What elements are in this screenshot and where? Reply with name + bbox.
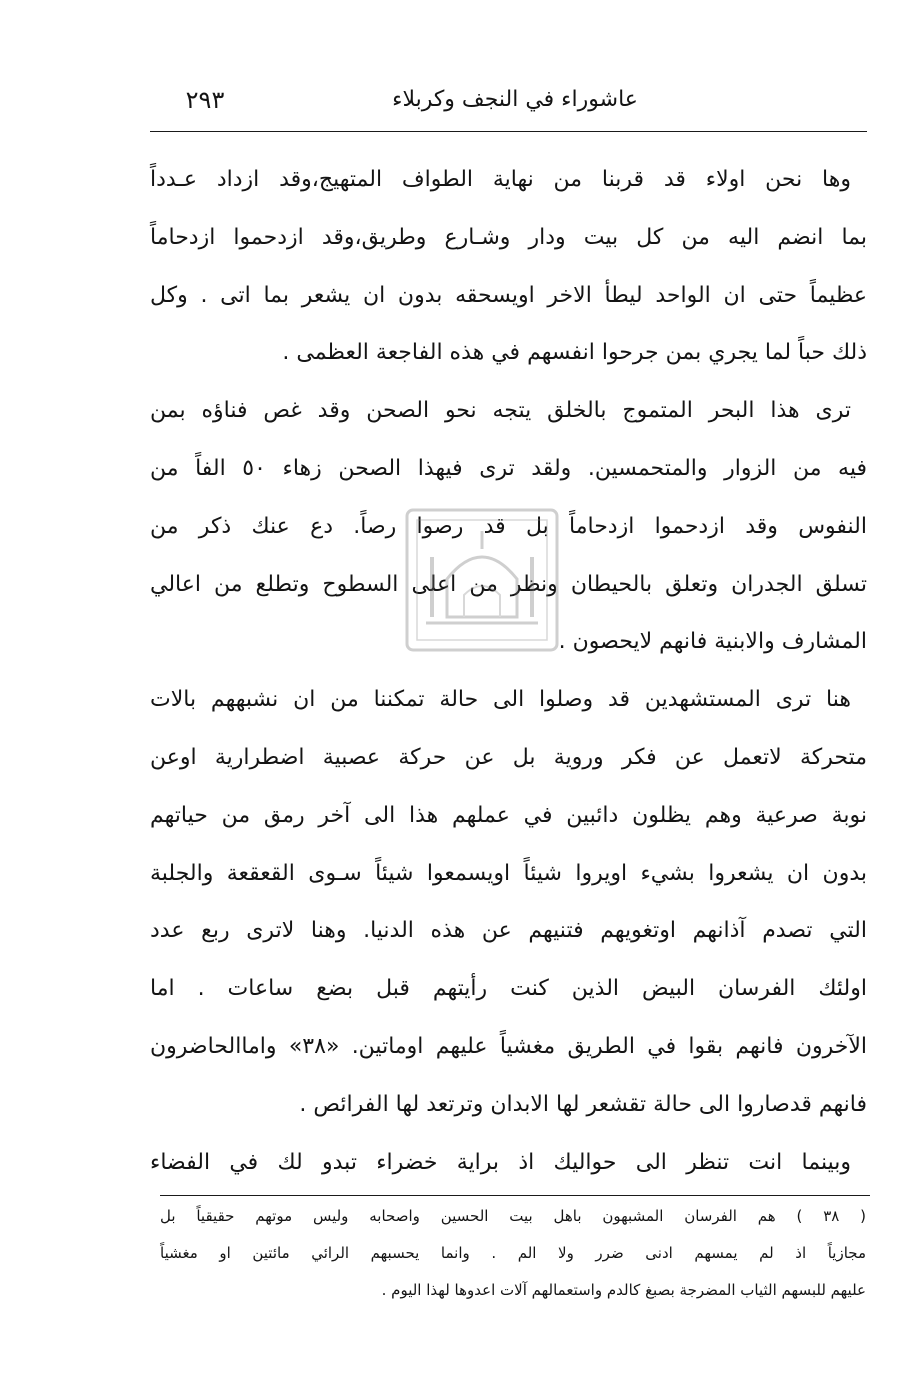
body-line: وبينما انت تنظر الى حواليك اذ براية خضراء تبدو لك في الفضاء <box>150 1149 851 1175</box>
running-header-title: عاشوراء في النجف وكربلاء <box>392 87 638 112</box>
body-text <box>150 151 867 1191</box>
body-line: عظيماً حتى ان الواحد ليطأ الاخر اويسحقه بدون ان يشعر بما اتى . وكل <box>150 282 867 308</box>
body-line: المشارف والابنية فانهم لايحصون . <box>558 629 867 655</box>
paragraph <box>150 151 867 382</box>
body-line: فيه من الزوار والمتحمسين. ولقد ترى فيهذا الصحن زهاء ٥٠ الفاً من <box>150 455 867 481</box>
body-line: النفوس وقد ازدحموا ازدحاماً بل قد رصوا رصاً. دع عنك ذكر من <box>150 513 867 539</box>
page-number: ٢٩٣ <box>185 86 225 114</box>
body-line: نوبة صرعية وهم يظلون دائبين في عملهم هذا الى آخر رمق من حياتهم <box>150 802 867 828</box>
paragraph <box>150 671 867 1133</box>
body-line: بما انضم اليه من كل بيت ودار وشـارع وطريق،وقد ازدحموا ازدحاماً <box>150 224 867 250</box>
body-line: وها نحن اولاء قد قربنا من نهاية الطواف المتهيج،وقد ازداد عـدداً <box>150 167 851 192</box>
body-line: هنا ترى المستشهدين قد وصلوا الى حالة تمكننا من ان نشبههم بالات <box>150 687 851 713</box>
header-rule <box>150 131 867 132</box>
body-line: تسلق الجدران وتعلق بالحيطان ونظر من اعلى السطوح وتطلع من اعالي <box>150 571 867 597</box>
paragraph <box>150 382 867 671</box>
body-line: الآخرون فانهم بقوا في الطريق مغشياً عليهم اوماتين. «٣٨» واماالحاضرون <box>150 1033 867 1059</box>
footnote <box>160 1198 866 1309</box>
body-line: بدون ان يشعروا بشيء اويروا شيئاً اويسمعوا شيئاً سـوى القعقعة والجلبة <box>150 860 867 886</box>
body-line: اولئك الفرسان البيض الذين كنت رأيتهم قبل بضع ساعات . اما <box>150 976 867 1002</box>
paragraph <box>150 1134 867 1192</box>
body-line: التي تصدم آذانهم اوتغويهم فتنيهم عن هذه الدنيا. وهنا لاترى ربع عدد <box>150 918 867 944</box>
body-line: ترى هذا البحر المتموج بالخلق يتجه نحو الصحن وقد غص فناؤه بمن <box>150 398 851 424</box>
body-line: فانهم قدصاروا الى حالة تقشعر لها الابدان وترتعد لها الفرائص . <box>299 1091 867 1117</box>
footnote-line: مجازياً اذ لم يمسهم ادنى ضرر ولا الم . وانما يحسبهم الرائي مائتين او مغشياً <box>160 1244 866 1262</box>
footnote-line: عليهم للبسهم الثياب المضرجة بصبغ كالدم واستعمالهم آلات اعدوها لهذا اليوم . <box>381 1281 866 1299</box>
body-line: ذلك حباً لما يجري بمن جرحوا انفسهم في هذه الفاجعة العظمى . <box>282 340 867 366</box>
footnote-rule <box>160 1195 870 1196</box>
body-line: متحركة لاتعمل عن فكر وروية بل عن حركة عصبية اضطرارية اوعن <box>150 744 867 770</box>
footnote-line: ( ٣٨ ) هم الفرسان المشبهون باهل بيت الحسين واصحابه وليس موتهم حقيقياً بل <box>160 1207 866 1225</box>
